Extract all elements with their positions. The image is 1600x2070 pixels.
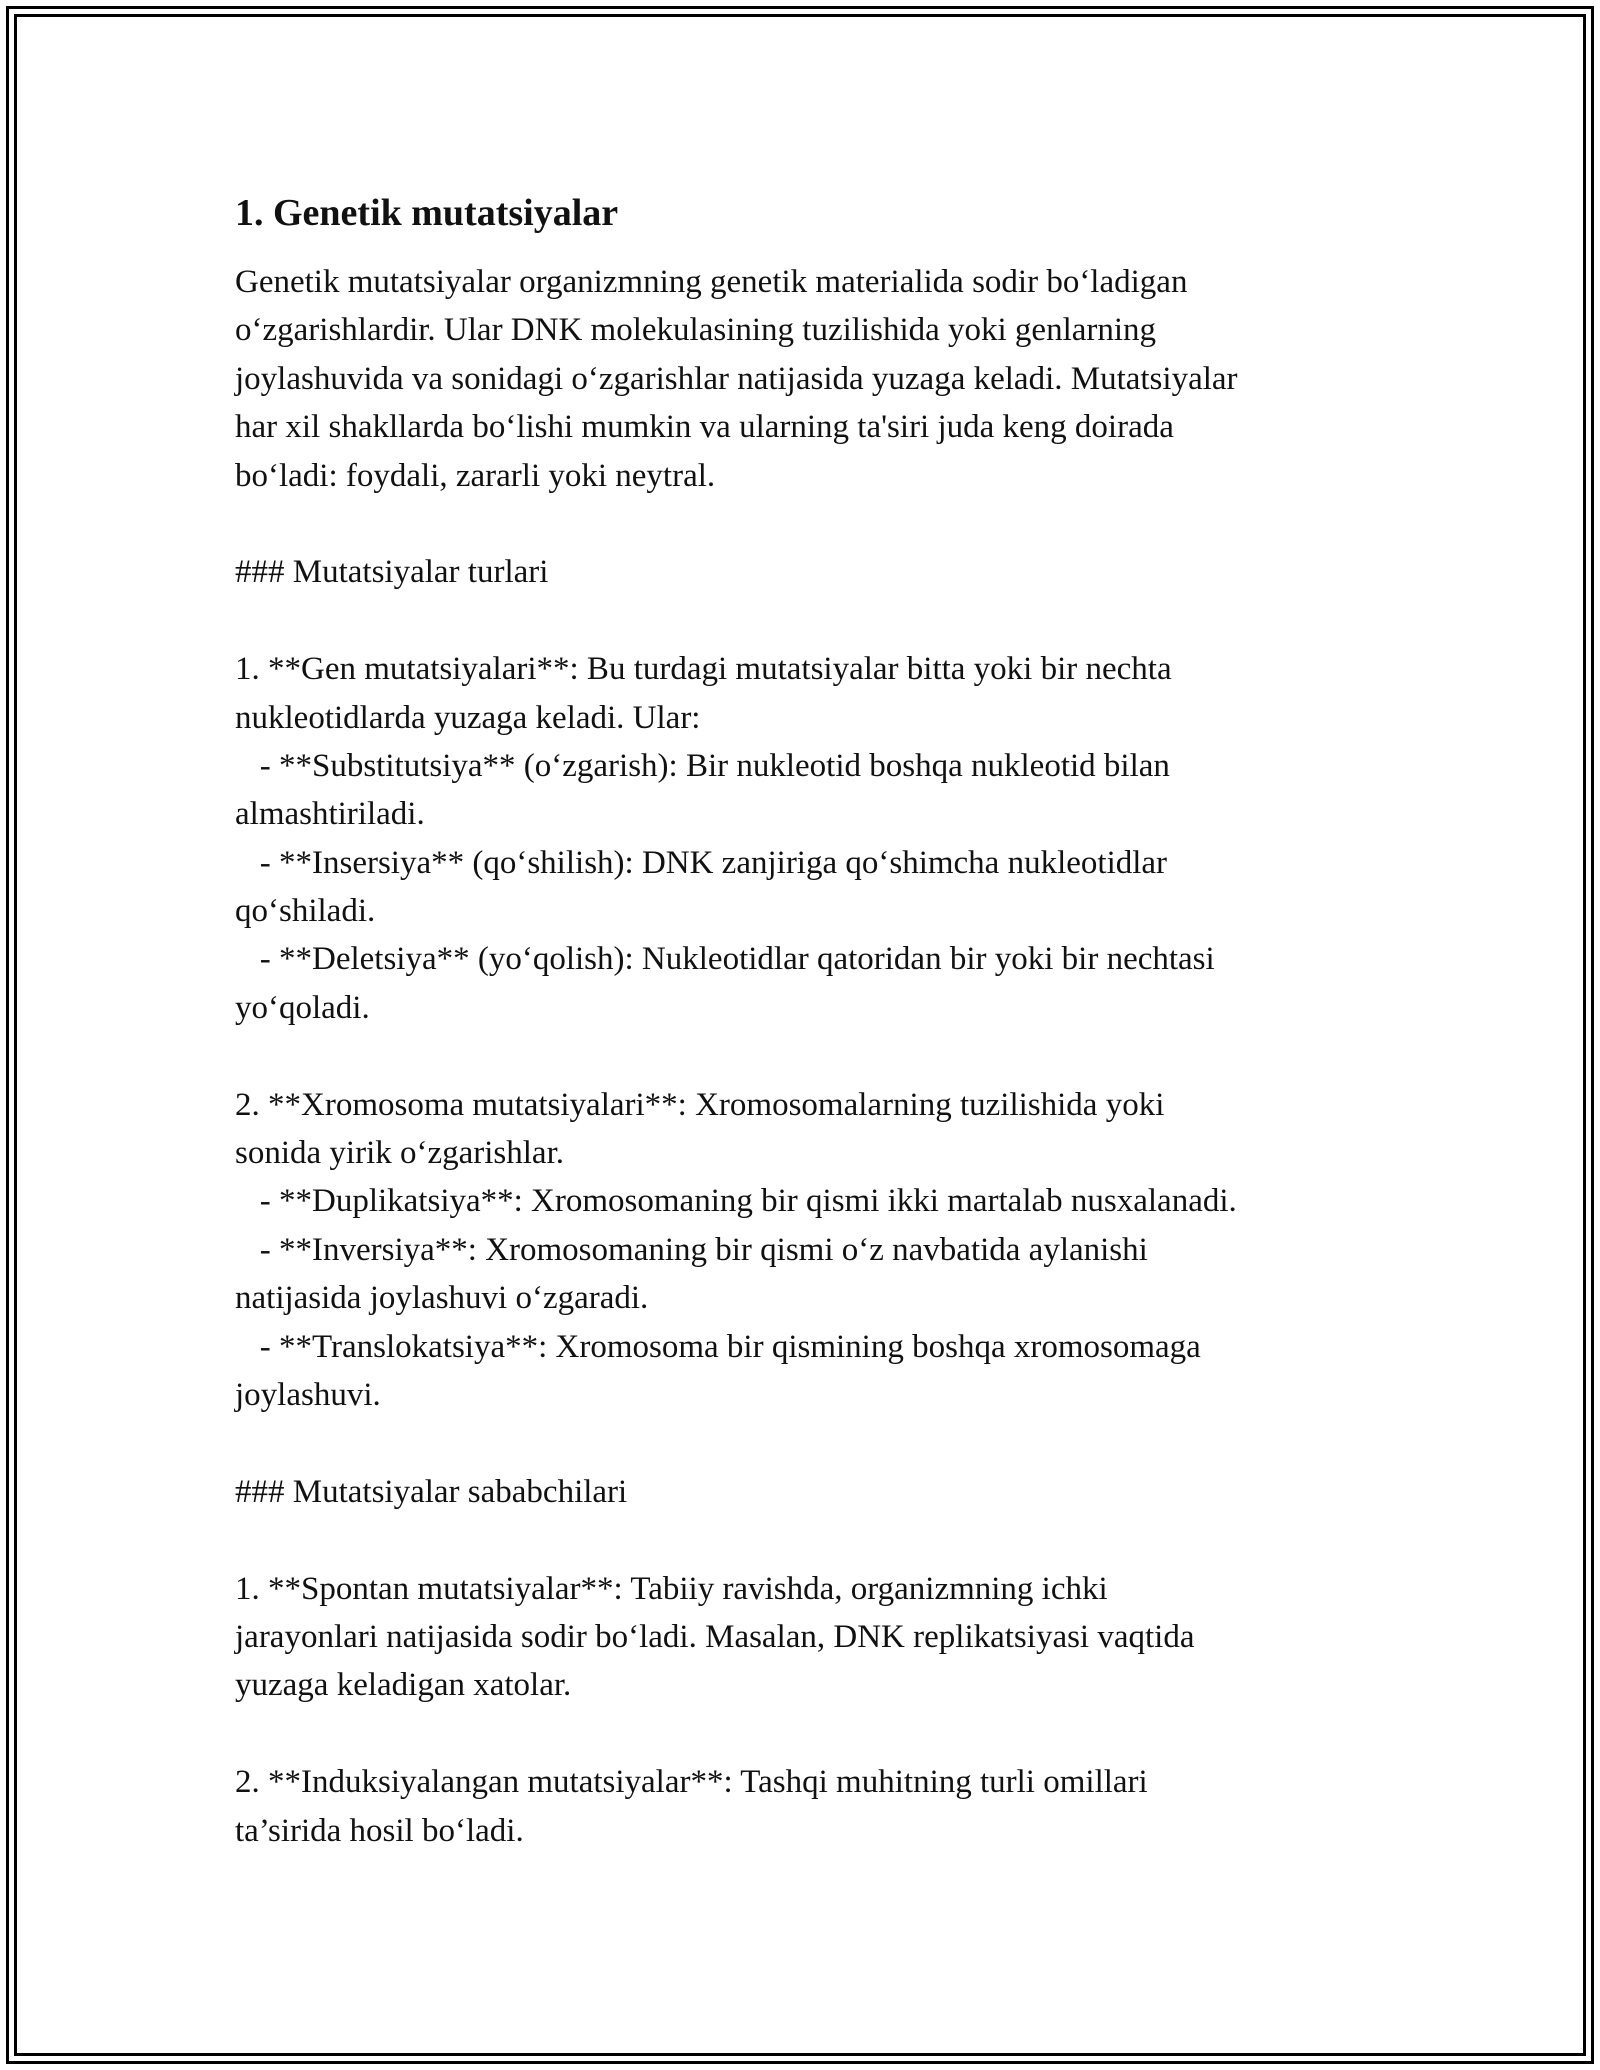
list-item-gene-mutations: 1. **Gen mutatsiyalari**: Bu turdagi mutatsiyalar bitta yoki bir nechta <box>235 651 1172 688</box>
text-line: joylashuvida va sonidagi o‘zgarishlar natijasida yuzaga keladi. Mutatsiyalar <box>235 360 1238 397</box>
text-line: yuzaga keladigan xatolar. <box>235 1667 572 1704</box>
document-body <box>235 188 1375 1855</box>
document-title: 1. Genetik mutatsiyalar <box>235 192 619 234</box>
sub-item-insertion: - **Insersiya** (qo‘shilish): DNK zanjiriga qo‘shimcha nukleotidlar <box>235 844 1168 881</box>
list-item-chromosome-mutations: 2. **Xromosoma mutatsiyalari**: Xromosomalarning tuzilishida yoki <box>235 1086 1165 1123</box>
blank-line <box>235 1419 1375 1467</box>
text-line: sonida yirik o‘zgarishlar. <box>235 1135 565 1172</box>
blank-line <box>235 500 1375 548</box>
blank-line <box>235 597 1375 645</box>
list-item-induced: 2. **Induksiyalangan mutatsiyalar**: Tashqi muhitning turli omillari <box>235 1764 1148 1801</box>
text-line: ta’sirida hosil bo‘ladi. <box>235 1812 524 1849</box>
text-line: yo‘qoladi. <box>235 989 370 1026</box>
text-line: jarayonlari natijasida sodir bo‘ladi. Masalan, DNK replikatsiyasi vaqtida <box>235 1618 1195 1655</box>
text-line: Genetik mutatsiyalar organizmning genetik materialida sodir bo‘ladigan <box>235 264 1188 300</box>
section-heading-causes: ### Mutatsiyalar sababchilari <box>235 1473 628 1510</box>
sub-item-duplication: - **Duplikatsiya**: Xromosomaning bir qismi ikki martalab nusxalanadi. <box>235 1183 1237 1220</box>
text-line: o‘zgarishlardir. Ular DNK molekulasining tuzilishida yoki genlarning <box>235 312 1157 349</box>
sub-item-deletion: - **Deletsiya** (yo‘qolish): Nukleotidlar qatoridan bir yoki bir nechtasi <box>235 941 1215 978</box>
sub-item-inversion: - **Inversiya**: Xromosomaning bir qismi o‘z navbatida aylanishi <box>235 1231 1148 1268</box>
text-line: natijasida joylashuvi o‘zgaradi. <box>235 1280 649 1317</box>
text-line: joylashuvi. <box>235 1376 381 1413</box>
document-text <box>235 258 1375 1855</box>
blank-line <box>235 1516 1375 1564</box>
text-line: almashtiriladi. <box>235 796 425 833</box>
sub-item-translocation: - **Translokatsiya**: Xromosoma bir qismining boshqa xromosomaga <box>235 1328 1201 1365</box>
sub-item-substitution: - **Substitutsiya** (o‘zgarish): Bir nukleotid boshqa nukleotid bilan <box>235 747 1170 784</box>
blank-line <box>235 1032 1375 1080</box>
blank-line <box>235 1710 1375 1758</box>
section-heading-types: ### Mutatsiyalar turlari <box>235 554 549 591</box>
text-line: qo‘shiladi. <box>235 893 376 930</box>
list-item-spontaneous: 1. **Spontan mutatsiyalar**: Tabiiy ravishda, organizmning ichki <box>235 1570 1108 1607</box>
text-line: bo‘ladi: foydali, zararli yoki neytral. <box>235 457 716 494</box>
text-line: har xil shakllarda bo‘lishi mumkin va ularning ta'siri juda keng doirada <box>235 409 1174 446</box>
text-line: nukleotidlarda yuzaga keladi. Ular: <box>235 699 701 736</box>
